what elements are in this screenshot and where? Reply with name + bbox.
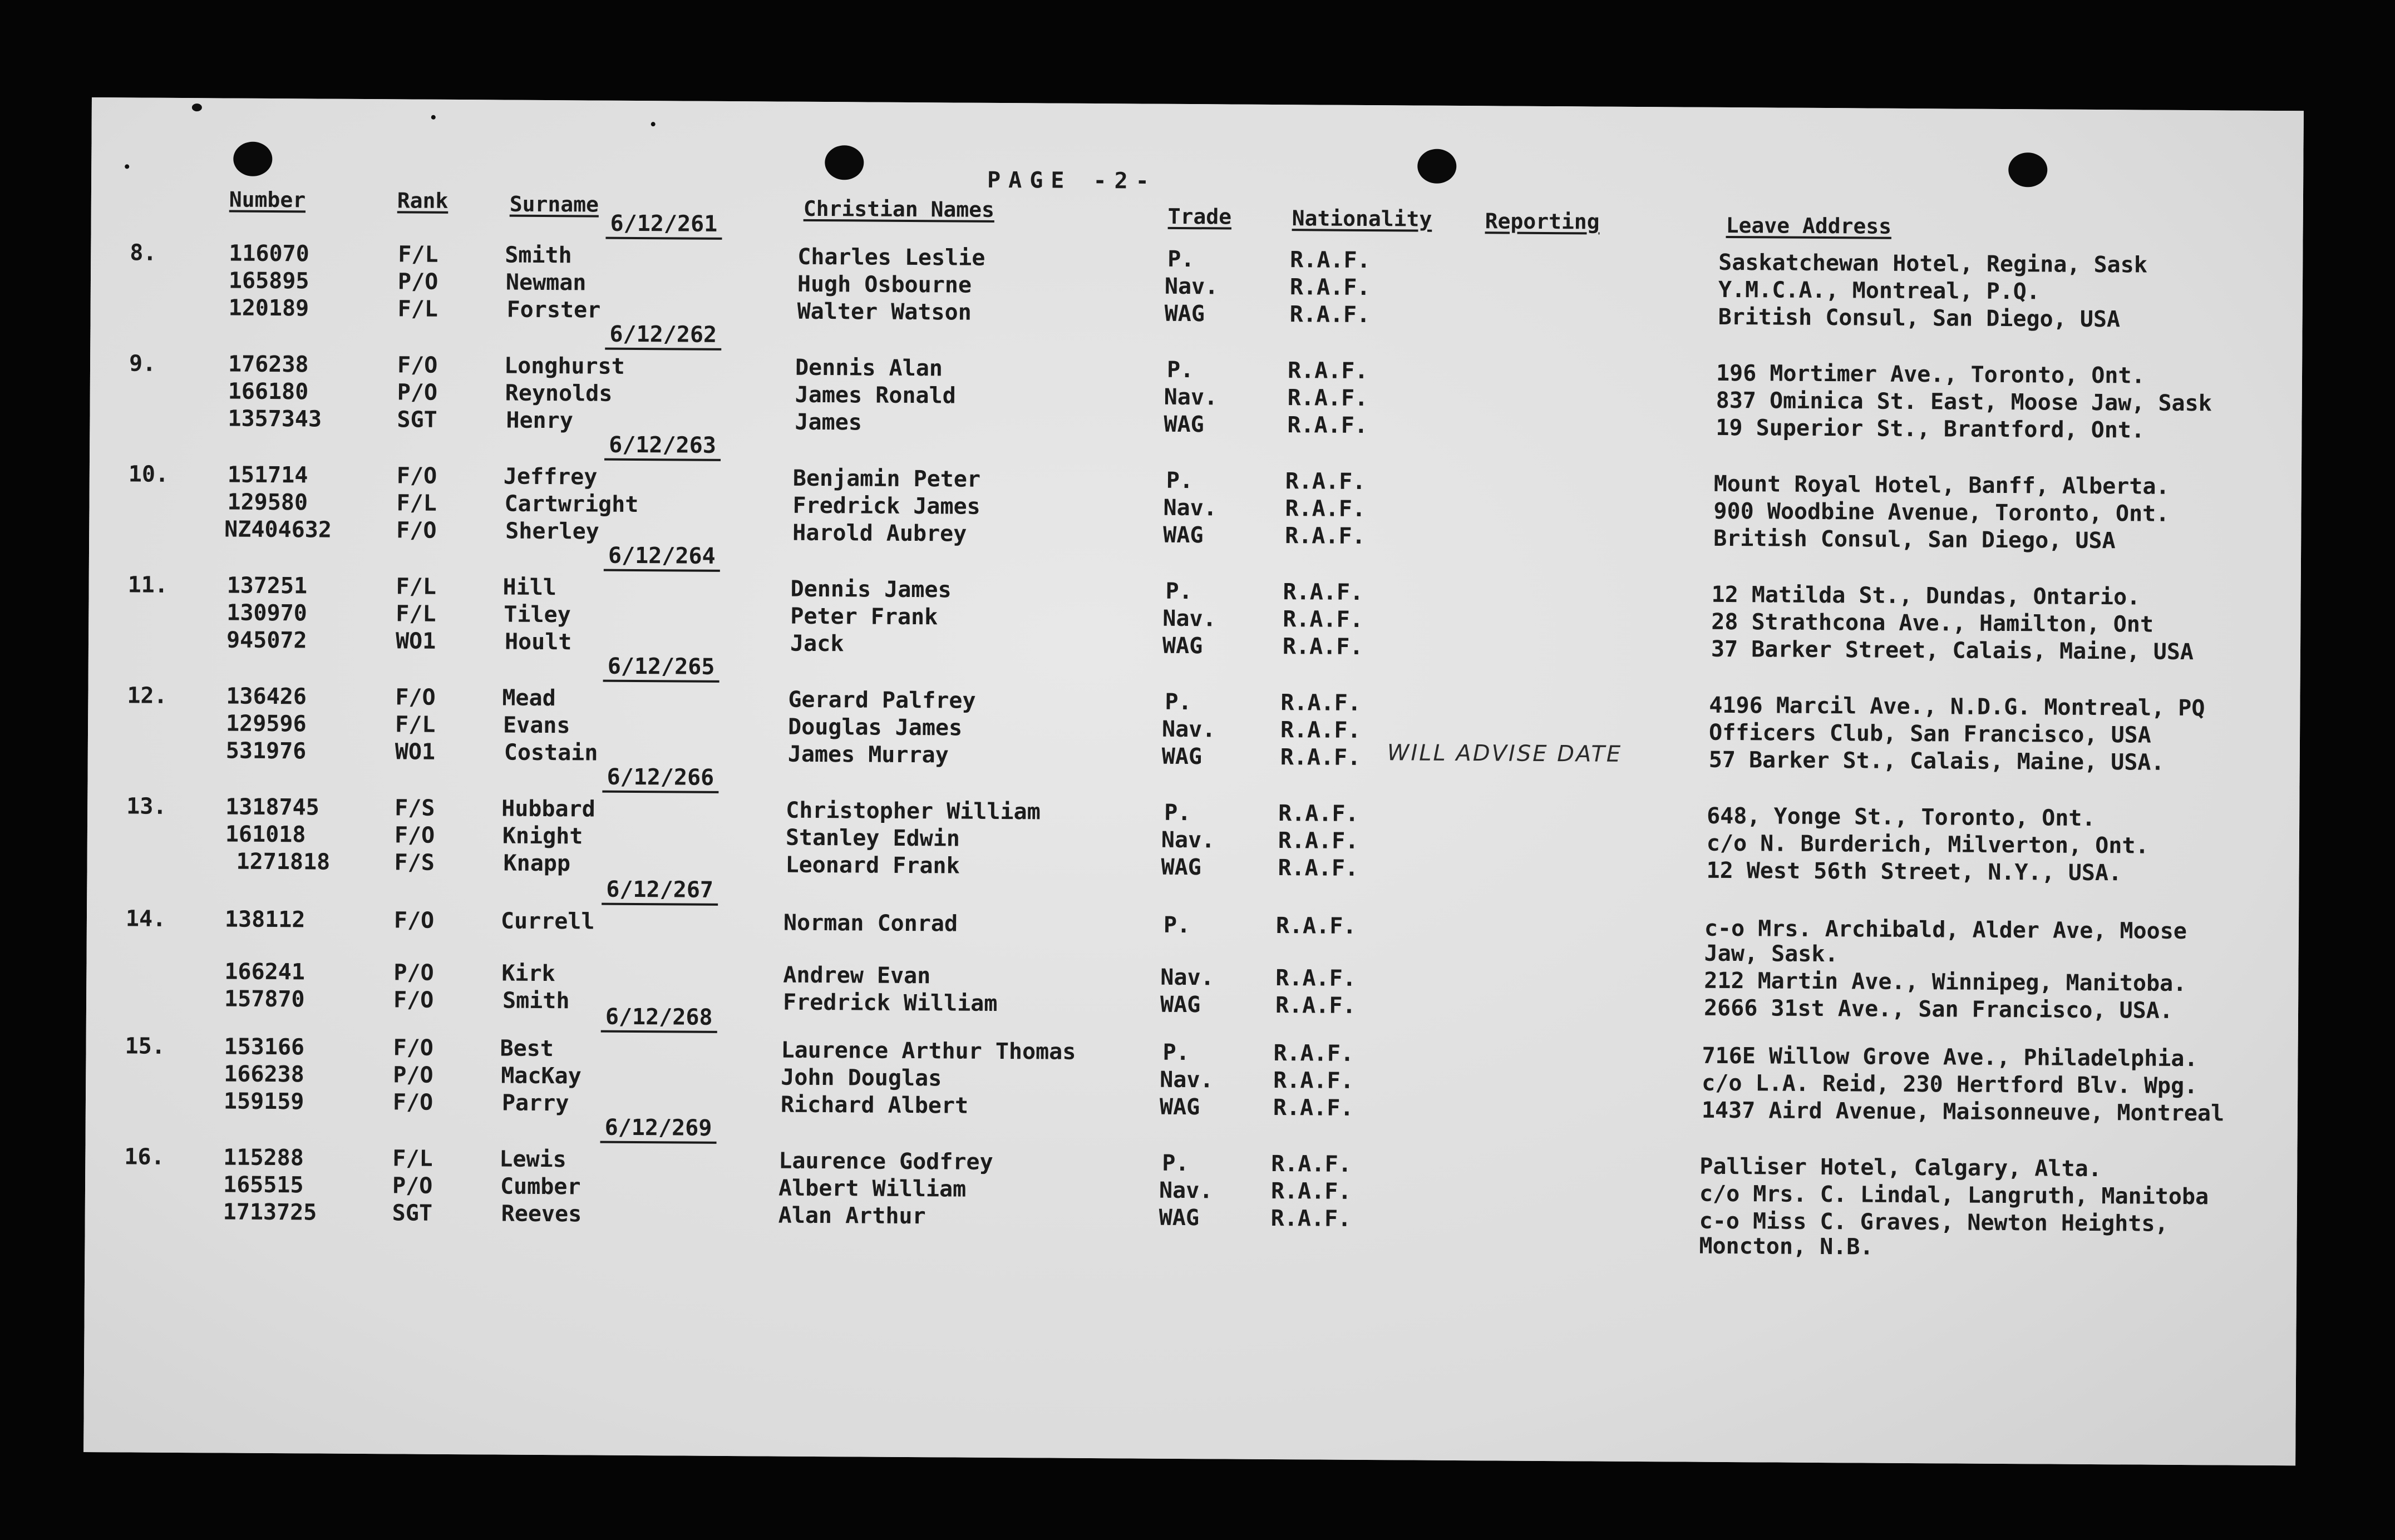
cell-christian-names: James Murray (787, 741, 949, 768)
cell-christian-names: Albert William (778, 1175, 967, 1202)
cell-surname: Lewis (499, 1146, 566, 1173)
cell-trade: WAG (1161, 743, 1203, 770)
header-christian-names: Christian Names (803, 196, 995, 222)
cell-leave-address: c-o Miss C. Graves, Newton Heights, (1699, 1208, 2169, 1237)
cell-christian-names: Christopher William (786, 797, 1041, 825)
cell-leave-address: 900 Woodbine Avenue, Toronto, Ont. (1713, 498, 2170, 527)
cell-rank: F/O (393, 907, 435, 934)
cell-nationality: R.A.F. (1270, 1205, 1352, 1232)
cell-rank: F/O (393, 1035, 433, 1061)
cell-nationality: R.A.F. (1283, 579, 1364, 605)
cell-leave-address: 28 Strathcona Ave., Hamilton, Ont (1711, 609, 2154, 638)
cell-rank: F/O (396, 517, 437, 544)
cell-nationality: R.A.F. (1285, 496, 1366, 522)
cell-number: 166180 (228, 378, 309, 405)
cell-nationality: R.A.F. (1280, 744, 1361, 771)
cell-christian-names: Jack (790, 630, 844, 657)
group-index: 12. (127, 683, 167, 709)
cell-nationality: R.A.F. (1283, 606, 1363, 633)
cell-trade: P. (1167, 246, 1195, 273)
cell-surname: Jeffrey (503, 463, 598, 490)
cell-christian-names: Norman Conrad (783, 910, 958, 937)
cell-surname: Hubbard (501, 796, 595, 822)
cell-christian-names: Richard Albert (780, 1092, 969, 1119)
cell-christian-names: Leonard Frank (785, 852, 960, 879)
cell-surname: Currell (500, 908, 595, 935)
cell-surname: Knapp (503, 850, 571, 877)
cell-number: 138112 (224, 906, 305, 933)
cell-christian-names: James Ronald (795, 382, 956, 409)
cell-surname: Longhurst (504, 353, 625, 379)
cell-trade: WAG (1159, 1094, 1200, 1121)
page-title: PAGE -2- (987, 167, 1157, 194)
cell-leave-address-continued: Jaw, Sask. (1704, 940, 1839, 968)
cell-leave-address-continued: Moncton, N.B. (1699, 1233, 1874, 1260)
cell-rank: F/O (394, 822, 435, 848)
cell-number: 115288 (223, 1144, 304, 1171)
cell-rank: P/O (392, 1173, 433, 1199)
cell-surname: Best (500, 1035, 554, 1062)
cell-nationality: R.A.F. (1278, 855, 1359, 881)
cell-nationality: R.A.F. (1275, 965, 1357, 991)
flight-number: 6/12/261 (605, 211, 722, 240)
cell-leave-address: 196 Mortimer Ave., Toronto, Ont. (1716, 360, 2145, 389)
cell-number: 1713725 (223, 1199, 317, 1226)
cell-rank: F/L (397, 296, 438, 322)
cell-rank: P/O (397, 269, 438, 295)
cell-rank: SGT (392, 1200, 433, 1226)
cell-number: 166241 (224, 959, 305, 985)
cell-nationality: R.A.F. (1280, 690, 1362, 716)
cell-number: 1318745 (225, 794, 319, 821)
cell-nationality: R.A.F. (1280, 717, 1361, 743)
cell-leave-address: Officers Club, San Francisco, USA (1708, 719, 2151, 748)
cell-leave-address: 4196 Marcil Ave., N.D.G. Montreal, PQ (1709, 692, 2205, 722)
cell-surname: Hill (502, 574, 557, 601)
cell-number: 166238 (224, 1061, 304, 1088)
flight-number: 6/12/262 (605, 322, 721, 351)
cell-christian-names: Walter Watson (797, 298, 972, 325)
cell-surname: Forster (506, 297, 601, 323)
cell-leave-address: 648, Yonge St., Toronto, Ont. (1707, 803, 2096, 832)
cell-leave-address: British Consul, San Diego, USA (1713, 525, 2116, 554)
cell-number: 120189 (228, 295, 309, 322)
cell-leave-address: Y.M.C.A., Montreal, P.Q. (1718, 277, 2041, 305)
cell-trade: P. (1166, 467, 1194, 494)
cell-number: 136426 (226, 683, 307, 710)
cell-christian-names: Laurence Godfrey (778, 1148, 993, 1175)
cell-nationality: R.A.F. (1285, 468, 1366, 495)
cell-surname: Smith (505, 242, 572, 269)
cell-rank: F/O (396, 463, 437, 489)
cell-nationality: R.A.F. (1275, 913, 1357, 939)
cell-christian-names: Charles Leslie (797, 244, 985, 271)
cell-surname: Smith (502, 988, 570, 1014)
cell-trade: WAG (1162, 633, 1203, 659)
cell-trade: Nav. (1163, 495, 1217, 521)
cell-surname: Evans (502, 712, 570, 739)
cell-trade: Nav. (1164, 384, 1218, 411)
cell-rank: WO1 (395, 628, 436, 654)
cell-trade: Nav. (1159, 1177, 1213, 1204)
cell-nationality: R.A.F. (1287, 358, 1368, 384)
cell-christian-names: Fredrick James (792, 492, 980, 520)
cell-christian-names: Benjamin Peter (792, 465, 981, 492)
cell-leave-address: 837 Ominica St. East, Moose Jaw, Sask (1716, 387, 2212, 417)
header-leave-address: Leave Address (1726, 213, 1892, 239)
cell-nationality: R.A.F. (1287, 412, 1368, 439)
header-rank: Rank (397, 188, 449, 213)
group-index: 16. (124, 1144, 165, 1170)
cell-trade: WAG (1163, 522, 1204, 549)
cell-rank: F/O (392, 1089, 433, 1115)
cell-number: 116070 (229, 240, 309, 267)
cell-surname: Mead (502, 685, 556, 712)
cell-trade: P. (1162, 1150, 1189, 1177)
cell-number: 153166 (224, 1034, 305, 1060)
cell-number: 161018 (225, 821, 306, 848)
header-surname: Surname (509, 191, 599, 217)
cell-christian-names: James (795, 409, 863, 436)
cell-surname: Henry (506, 407, 574, 434)
speck (651, 122, 656, 126)
cell-leave-address: 2666 31st Ave., San Francisco, USA. (1703, 995, 2174, 1024)
punch-hole (2008, 152, 2047, 187)
cell-leave-address: 57 Barker St., Calais, Maine, USA. (1708, 747, 2165, 776)
cell-leave-address: c/o Mrs. C. Lindal, Langruth, Manitoba (1699, 1181, 2209, 1210)
cell-rank: F/S (395, 795, 435, 821)
cell-number: 130970 (226, 600, 307, 626)
cell-trade: WAG (1159, 1205, 1200, 1231)
cell-number: 151714 (227, 462, 308, 488)
flight-number: 6/12/267 (602, 877, 718, 906)
cell-nationality: R.A.F. (1282, 634, 1363, 660)
speck (431, 115, 436, 120)
cell-leave-address: 37 Barker Street, Calais, Maine, USA (1711, 636, 2194, 665)
cell-christian-names: Stanley Edwin (785, 825, 960, 852)
cell-leave-address: 212 Martin Ave., Winnipeg, Manitoba. (1704, 968, 2187, 997)
group-index: 11. (127, 572, 169, 598)
cell-christian-names: Andrew Evan (783, 962, 931, 989)
cell-christian-names: Harold Aubrey (792, 520, 967, 547)
cell-nationality: R.A.F. (1273, 1068, 1354, 1094)
cell-christian-names: Dennis James (790, 576, 952, 603)
cell-number: 176238 (228, 351, 309, 378)
cell-christian-names: Peter Frank (790, 603, 938, 630)
reporting-handwritten-note: WILL ADVISE DATE (1387, 740, 1623, 767)
cell-nationality: R.A.F. (1275, 993, 1356, 1019)
cell-rank: F/O (397, 352, 438, 378)
cell-surname: Cartwright (504, 491, 639, 518)
cell-rank: F/L (396, 490, 437, 516)
cell-surname: MacKay (501, 1063, 581, 1089)
cell-nationality: R.A.F. (1290, 247, 1371, 274)
cell-rank: WO1 (395, 739, 436, 765)
cell-trade: Nav. (1164, 273, 1219, 300)
cell-leave-address: 19 Superior St., Brantford, Ont. (1716, 414, 2145, 443)
cell-number: 1271818 (236, 848, 331, 875)
cell-nationality: R.A.F. (1273, 1040, 1354, 1067)
cell-surname: Knight (502, 823, 583, 850)
cell-leave-address: 12 Matilda St., Dundas, Ontario. (1711, 581, 2141, 610)
group-index: 10. (128, 461, 169, 487)
cell-rank: SGT (397, 407, 437, 433)
cell-number: NZ404632 (224, 516, 332, 543)
document-sheet (83, 97, 2304, 1465)
cell-trade: WAG (1161, 854, 1201, 881)
cell-trade: P. (1163, 912, 1191, 939)
cell-trade: P. (1162, 1039, 1190, 1066)
cell-christian-names: Gerard Palfrey (788, 687, 976, 714)
cell-number: 531976 (225, 738, 307, 764)
cell-christian-names: Laurence Arthur Thomas (781, 1037, 1076, 1065)
header-trade: Trade (1167, 204, 1232, 229)
cell-rank: F/S (394, 850, 435, 876)
flight-number: 6/12/269 (600, 1115, 717, 1144)
cell-trade: Nav. (1161, 827, 1215, 853)
cell-number: 945072 (226, 627, 307, 654)
cell-surname: Kirk (501, 960, 555, 987)
cell-christian-names: Alan Arthur (778, 1202, 926, 1230)
flight-number: 6/12/266 (602, 765, 718, 793)
cell-christian-names: Hugh Osbourne (797, 271, 972, 298)
cell-christian-names: Douglas James (787, 714, 963, 741)
cell-nationality: R.A.F. (1270, 1178, 1352, 1205)
cell-rank: P/O (393, 960, 434, 986)
cell-rank: P/O (397, 379, 438, 406)
cell-trade: WAG (1164, 300, 1205, 327)
header-nationality: Nationality (1292, 206, 1432, 231)
cell-surname: Cumber (500, 1173, 581, 1200)
cell-surname: Parry (501, 1090, 569, 1117)
cell-leave-address: Saskatchewan Hotel, Regina, Sask (1718, 249, 2147, 278)
group-index: 15. (125, 1033, 165, 1059)
cell-trade: P. (1166, 357, 1194, 383)
cell-number: 129580 (227, 489, 308, 516)
cell-nationality: R.A.F. (1285, 523, 1366, 549)
cell-number: 1357343 (228, 406, 322, 432)
cell-leave-address: British Consul, San Diego, USA (1718, 304, 2121, 333)
cell-trade: Nav. (1162, 605, 1216, 632)
cell-surname: Sherley (505, 518, 599, 545)
cell-trade: P. (1164, 799, 1191, 826)
cell-surname: Costain (504, 739, 598, 766)
cell-nationality: R.A.F. (1289, 302, 1371, 328)
header-reporting: Reporting (1485, 209, 1600, 234)
cell-trade: WAG (1164, 411, 1204, 438)
cell-nationality: R.A.F. (1289, 274, 1371, 301)
cell-leave-address: Mount Royal Hotel, Banff, Alberta. (1713, 471, 2170, 500)
cell-rank: F/L (396, 601, 436, 627)
punch-hole (233, 142, 272, 176)
cell-leave-address: 716E Willow Grove Ave., Philadelphia. (1702, 1043, 2198, 1072)
group-index: 14. (125, 906, 166, 932)
cell-leave-address: c-o Mrs. Archibald, Alder Ave, Moose (1704, 915, 2187, 945)
cell-rank: F/L (398, 241, 438, 268)
cell-trade: Nav. (1160, 964, 1214, 991)
cell-surname: Newman (505, 269, 587, 296)
cell-rank: P/O (393, 1062, 433, 1088)
cell-trade: Nav. (1160, 1067, 1214, 1093)
cell-leave-address: 1437 Aird Avenue, Maisonneuve, Montreal (1701, 1097, 2225, 1127)
group-index: 13. (126, 793, 167, 820)
cell-christian-names: John Douglas (781, 1064, 942, 1092)
cell-rank: F/L (392, 1146, 433, 1172)
cell-trade: P. (1165, 578, 1192, 605)
punch-hole (825, 145, 864, 180)
group-index: 8. (130, 240, 157, 266)
flight-number: 6/12/265 (603, 654, 720, 683)
speck (125, 164, 129, 169)
cell-leave-address: c/o N. Burderich, Milverton, Ont. (1706, 830, 2149, 859)
cell-leave-address: 12 West 56th Street, N.Y., USA. (1706, 857, 2122, 886)
cell-nationality: R.A.F. (1278, 801, 1359, 827)
cell-christian-names: Dennis Alan (795, 354, 943, 382)
cell-rank: F/L (395, 712, 436, 738)
cell-trade: WAG (1160, 991, 1201, 1018)
flight-number: 6/12/263 (604, 433, 721, 461)
cell-number: 165895 (228, 268, 309, 294)
cell-number: 157870 (224, 986, 305, 1013)
cell-nationality: R.A.F. (1273, 1095, 1354, 1121)
cell-surname: Hoult (504, 629, 572, 655)
cell-number: 165515 (223, 1172, 304, 1198)
group-index: 9. (129, 351, 156, 377)
cell-rank: F/L (396, 574, 437, 600)
cell-number: 137251 (226, 572, 308, 599)
cell-rank: F/O (393, 987, 434, 1013)
header-number: Number (229, 187, 306, 213)
flight-number: 6/12/268 (601, 1005, 717, 1033)
cell-leave-address: c/o L.A. Reid, 230 Hertford Blv. Wpg. (1702, 1070, 2198, 1099)
cell-number: 159159 (223, 1088, 304, 1115)
cell-number: 129596 (225, 710, 307, 737)
speck (192, 103, 202, 111)
cell-surname: Tiley (504, 601, 571, 628)
cell-surname: Reeves (501, 1201, 582, 1227)
cell-nationality: R.A.F. (1271, 1151, 1352, 1177)
cell-leave-address: Palliser Hotel, Calgary, Alta. (1699, 1153, 2102, 1182)
flight-number: 6/12/264 (604, 544, 720, 572)
cell-nationality: R.A.F. (1278, 828, 1359, 854)
cell-trade: Nav. (1161, 716, 1216, 743)
cell-nationality: R.A.F. (1287, 385, 1368, 412)
cell-rank: F/O (395, 684, 436, 710)
punch-hole (1417, 149, 1456, 184)
cell-christian-names: Fredrick William (782, 989, 998, 1016)
cell-surname: Reynolds (505, 380, 613, 407)
cell-trade: P. (1165, 689, 1192, 715)
